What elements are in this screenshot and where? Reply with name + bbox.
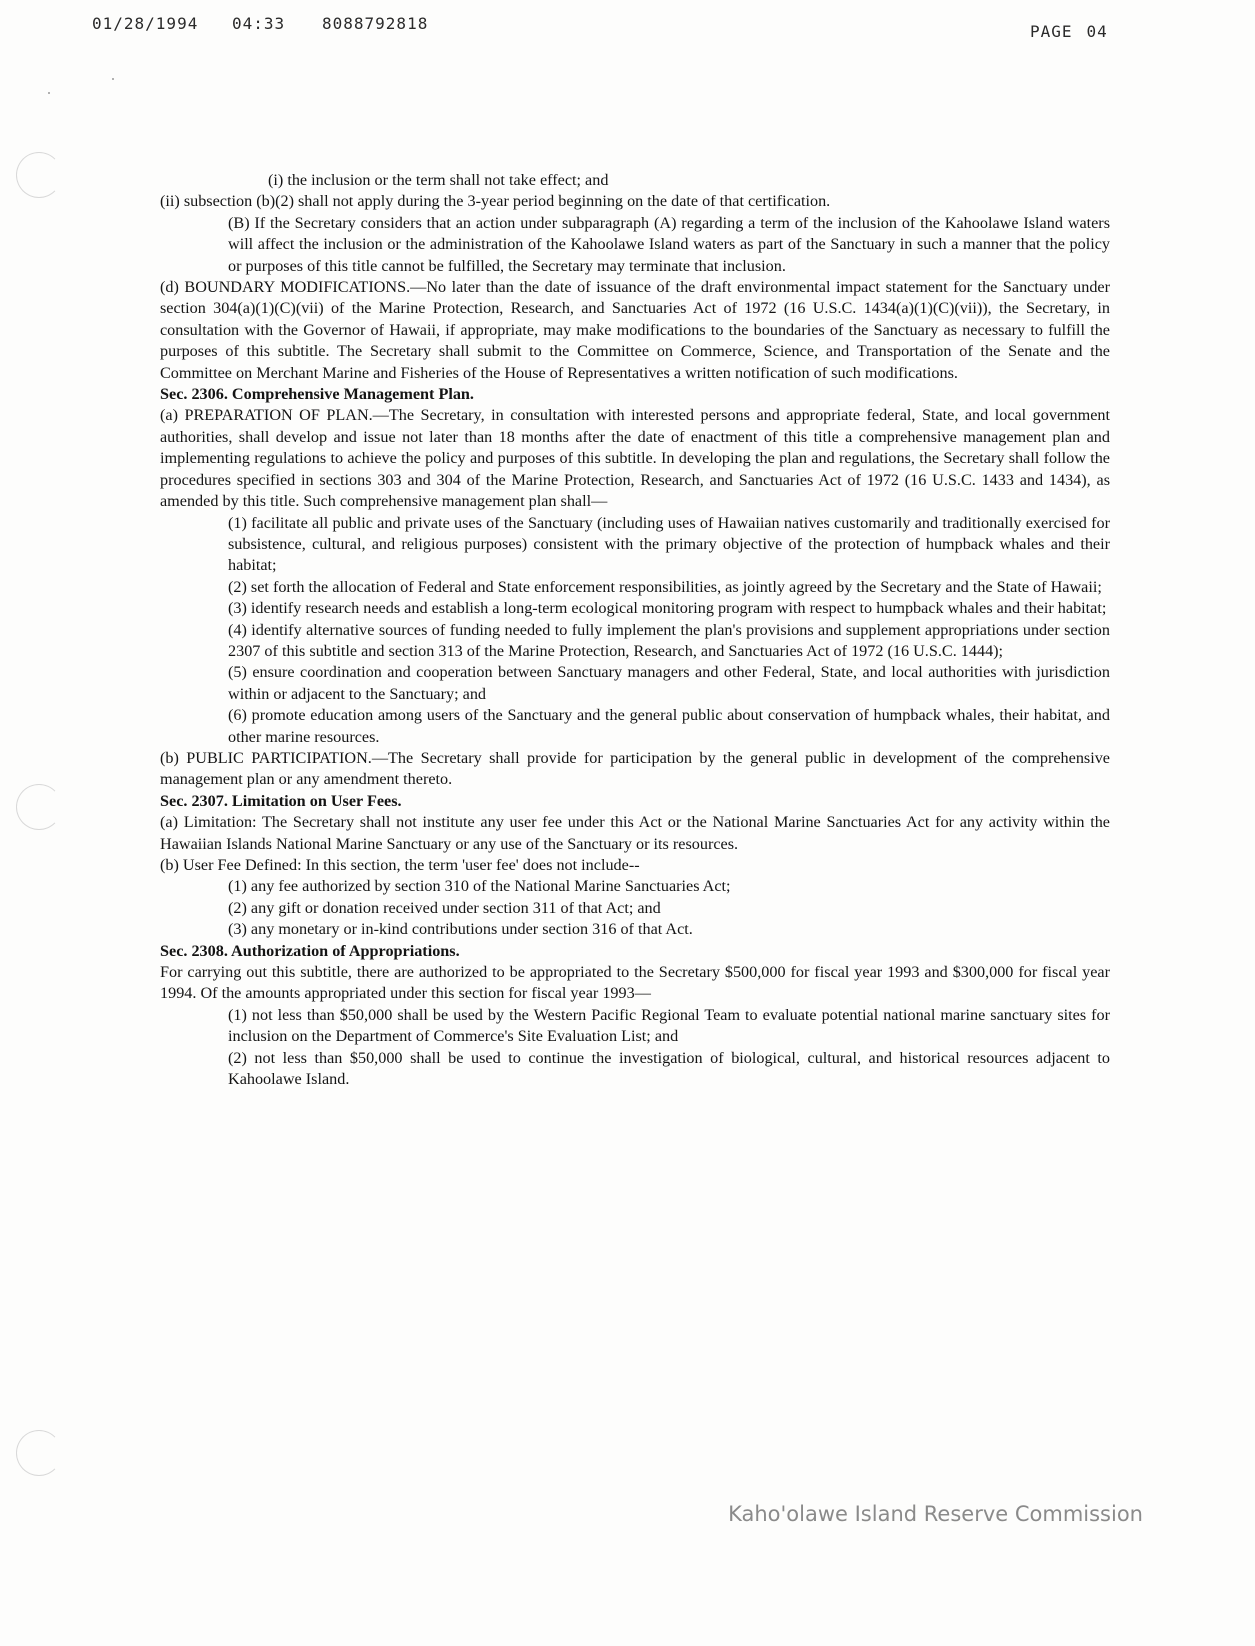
fax-time: 04:33 [232, 14, 286, 33]
document-paragraph: (1) any fee authorized by section 310 of the National Marine Sanctuaries Act; [228, 877, 731, 896]
document-paragraph: (2) not less than $50,000 shall be used to continue the investigation of biological, cultural, and historical resources adjacent to Kahoolawe Island. [228, 1048, 1110, 1089]
document-paragraph: (3) any monetary or in-kind contributions under section 316 of that Act. [228, 920, 693, 939]
document-paragraph: (ii) subsection (b)(2) shall not apply during the 3-year period beginning on the date of that certification. [160, 192, 831, 211]
document-paragraph: (B) If the Secretary considers that an action under subparagraph (A) regarding a term of the inclusion of the Kahoolawe Island waters will affect the inclusion or the administration of the Kahoolawe Island waters as part of the Sanctuary in such a manner that the policy or purposes of this title cannot be fulfilled, the Secretary may terminate that inclusion. [228, 213, 1110, 275]
document-paragraph: (d) BOUNDARY MODIFICATIONS.—No later than the date of issuance of the draft environmental impact statement for the Sanctuary under section 304(a)(1)(C)(vii) of the Marine Protection, Research, and Sanctuaries Act of 1972 (16 U.S.C. 1434(a)(1)(C)(vii)), the Secretary, in consultation with the Governor of Hawaii, if appropriate, may make modifications to the boundaries of the Sanctuary as necessary to fulfill the purposes of this subtitle. The Secretary shall submit to the Committee on Commerce, Science, and Transportation of the Senate and the Committee on Merchant Marine and Fisheries of the House of Representatives a written notification of such modifications. [160, 278, 1110, 382]
punch-hole-mark [16, 152, 62, 198]
document-paragraph: (i) the inclusion or the term shall not take effect; and [268, 171, 609, 189]
fax-date: 01/28/1994 [92, 14, 199, 33]
document-paragraph: For carrying out this subtitle, there are authorized to be appropriated to the Secretary $500,000 for fiscal year 1993 and $300,000 for fiscal year 1994. Of the amounts appropriated under this section for fiscal year 1993— [160, 963, 1110, 1003]
punch-hole-mark [16, 1430, 62, 1476]
scan-speck [112, 78, 114, 80]
section-heading: Sec. 2308. Authorization of Appropriations. [160, 941, 460, 960]
document-paragraph: (2) any gift or donation received under section 311 of that Act; and [228, 898, 661, 917]
section-heading: Sec. 2307. Limitation on User Fees. [160, 791, 402, 810]
page-indicator [1030, 22, 1108, 41]
page-label: PAGE [1030, 22, 1073, 41]
document-paragraph: (b) User Fee Defined: In this section, the term 'user fee' does not include-- [160, 856, 640, 874]
document-paragraph: (4) identify alternative sources of funding needed to fully implement the plan's provisions and supplement appropriations under section 2307 of this subtitle and section 313 of the Marine Protection, Research, and Sanctuaries Act of 1972 (16 U.S.C. 1444); [228, 620, 1110, 660]
document-paragraph: (a) Limitation: The Secretary shall not institute any user fee under this Act or the National Marine Sanctuaries Act for any activity within the Hawaiian Islands National Marine Sanctuary or any use of the Sanctuary or its resources. [160, 813, 1110, 853]
section-heading: Sec. 2306. Comprehensive Management Plan. [160, 385, 474, 404]
page-number: 04 [1086, 22, 1108, 41]
document-paragraph: (b) PUBLIC PARTICIPATION.—The Secretary shall provide for participation by the general public in development of the comprehensive management plan or any amendment thereto. [160, 748, 1110, 789]
document-paragraph: (5) ensure coordination and cooperation between Sanctuary managers and other Federal, State, and local authorities with jurisdiction within or adjacent to the Sanctuary; and [228, 663, 1110, 703]
document-paragraph: (6) promote education among users of the Sanctuary and the general public about conservation of humpback whales, their habitat, and other marine resources. [228, 706, 1110, 746]
document-paragraph: (3) identify research needs and establish a long-term ecological monitoring program with respect to humpback whales and their habitat; [228, 599, 1107, 618]
fax-header [92, 14, 1075, 33]
fax-phone-number: 8088792818 [322, 14, 429, 33]
document-paragraph: (a) PREPARATION OF PLAN.—The Secretary, in consultation with interested persons and appropriate federal, State, and local government authorities, shall develop and issue not later than 18 months after the date of enactment of this title a comprehensive management plan and implementing regulations to achieve the policy and purposes of this subtitle. In developing the plan and regulations, the Secretary shall follow the procedures specified in sections 303 and 304 of the Marine Protection, Research, and Sanctuaries Act of 1972 (16 U.S.C. 1433 and 1434), as amended by this title. Such comprehensive management plan shall— [160, 406, 1110, 511]
document-paragraph: (2) set forth the allocation of Federal and State enforcement responsibilities, as jointly agreed by the Secretary and the State of Hawaii; [228, 577, 1102, 596]
punch-hole-mark [16, 784, 62, 830]
document-paragraph: (1) not less than $50,000 shall be used by the Western Pacific Regional Team to evaluate potential national marine sanctuary sites for inclusion on the Department of Commerce's Site Evaluation List; and [228, 1005, 1110, 1046]
source-credit: Kaho'olawe Island Reserve Commission [728, 1502, 1143, 1526]
document-body [160, 170, 1110, 1090]
document-paragraph: (1) facilitate all public and private uses of the Sanctuary (including uses of Hawaiian natives customarily and traditionally exercised for subsistence, cultural, and religious purposes) consistent with the primary objective of the protection of humpback whales and their habitat; [228, 513, 1110, 575]
scan-speck [48, 92, 50, 94]
